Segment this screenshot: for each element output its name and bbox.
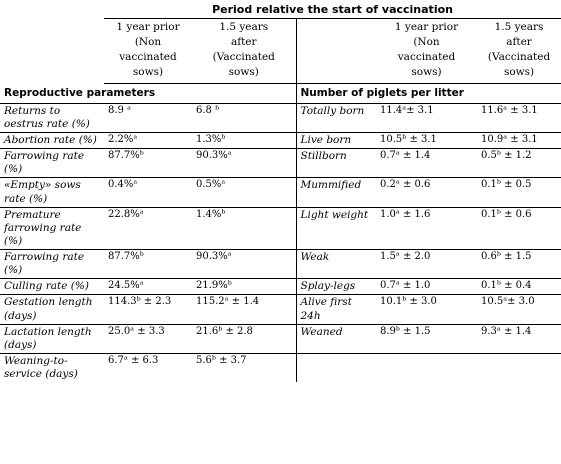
after-value: 0.5ᵇ ± 1.2: [477, 149, 561, 178]
table-row: [0, 133, 561, 149]
right-section-header: Number of piglets per litter: [296, 83, 561, 103]
piglet-parameter-label: Mummified: [296, 178, 376, 207]
prior-value: 87.7%ᵇ: [104, 149, 192, 178]
after-value: 0.5%ᵃ: [192, 178, 296, 207]
prior-value: 114.3ᵇ ± 2.3: [104, 295, 192, 324]
prior-value: 10.5ᵇ ± 3.1: [376, 133, 477, 149]
after-value: 0.1ᵇ ± 0.6: [477, 207, 561, 249]
reproductive-parameter-label: Premature farrowing rate (%): [0, 207, 104, 249]
section-header-row: [0, 83, 561, 103]
table-row: [0, 353, 561, 382]
after-value: [477, 353, 561, 382]
period-prior-line-2: (Non: [134, 35, 162, 48]
prior-value: 1.5ᵃ ± 2.0: [376, 250, 477, 279]
piglet-parameter-label: Stillborn: [296, 149, 376, 178]
table-row: [0, 324, 561, 353]
period-after-line-4: sows): [228, 66, 259, 79]
piglet-parameter-label: [296, 353, 376, 382]
period-prior-header: [104, 18, 192, 83]
table-row: [0, 103, 561, 132]
prior-value: 8.9ᵇ ± 1.5: [376, 324, 477, 353]
prior-value: [376, 353, 477, 382]
period-prior-line-4: sows): [411, 66, 442, 79]
period-after-header-right: [477, 18, 561, 83]
piglet-parameter-label: Alive first 24h: [296, 295, 376, 324]
after-value: 10.9ᵃ ± 3.1: [477, 133, 561, 149]
title-row: [0, 0, 561, 18]
period-after-line-2: after: [506, 35, 532, 48]
prior-value: 8.9 ᵃ: [104, 103, 192, 132]
after-value: 90.3%ᵃ: [192, 149, 296, 178]
left-section-header: Reproductive parameters: [0, 83, 296, 103]
table-row: [0, 207, 561, 249]
reproductive-parameter-label: Abortion rate (%): [0, 133, 104, 149]
period-after-line-1: 1.5 years: [494, 20, 544, 33]
reproductive-parameter-label: Returns to oestrus rate (%): [0, 103, 104, 132]
after-value: 11.6ᵃ ± 3.1: [477, 103, 561, 132]
prior-value: 2.2%ᵃ: [104, 133, 192, 149]
reproductive-parameter-label: Gestation length (days): [0, 295, 104, 324]
period-header-row: [0, 18, 561, 83]
prior-value: 24.5%ᵃ: [104, 279, 192, 295]
prior-value: 10.1ᵇ ± 3.0: [376, 295, 477, 324]
piglet-parameter-label: Totally born: [296, 103, 376, 132]
reproductive-parameter-label: Culling rate (%): [0, 279, 104, 295]
reproductive-parameter-label: Lactation length (days): [0, 324, 104, 353]
period-after-line-4: sows): [503, 66, 535, 79]
after-value: 9.3ᵃ ± 1.4: [477, 324, 561, 353]
after-value: 0.1ᵇ ± 0.5: [477, 178, 561, 207]
after-value: 115.2ᵃ ± 1.4: [192, 295, 296, 324]
prior-value: 87.7%ᵇ: [104, 250, 192, 279]
prior-value: 6.7ᵃ ± 6.3: [108, 354, 159, 366]
period-after-line-1: 1.5 years: [219, 20, 269, 33]
piglet-parameter-label: Weaned: [296, 324, 376, 353]
after-value: 21.9%ᵇ: [192, 279, 296, 295]
period-after-line-3: (Vaccinated: [487, 51, 551, 64]
piglet-parameter-label: Live born: [296, 133, 376, 149]
table-row: [0, 250, 561, 279]
prior-value: 0.7ᵃ ± 1.0: [376, 279, 477, 295]
after-value: 1.4%ᵇ: [192, 207, 296, 249]
table-row: [0, 279, 561, 295]
prior-value: 11.4ᵃ± 3.1: [376, 103, 477, 132]
prior-value: 1.0ᵃ ± 1.6: [376, 207, 477, 249]
period-prior-line-3: vaccinated: [119, 51, 177, 64]
piglet-parameter-label: Splay-legs: [296, 279, 376, 295]
period-prior-line-1: 1 year prior: [394, 20, 459, 33]
after-value: 0.1ᵇ ± 0.4: [477, 279, 561, 295]
after-value: 21.6ᵇ ± 2.8: [192, 324, 296, 353]
table-row: [0, 149, 561, 178]
period-after-line-3: (Vaccinated: [212, 51, 275, 64]
table-title: Period relative the start of vaccination: [104, 0, 561, 18]
prior-value: 25.0ᵃ ± 3.3: [104, 324, 192, 353]
period-prior-line-2: (Non: [413, 35, 440, 48]
period-after-line-2: after: [230, 35, 257, 48]
after-value: 6.8 ᵇ: [192, 103, 296, 132]
table-row: [0, 295, 561, 324]
period-prior-line-4: sows): [132, 66, 164, 79]
reproductive-parameter-label: Farrowing rate (%): [0, 250, 104, 279]
reproductive-parameter-label: «Empty» sows rate (%): [0, 178, 104, 207]
after-value: 1.3%ᵇ: [192, 133, 296, 149]
table-row: [0, 178, 561, 207]
after-value: 90.3%ᵃ: [192, 250, 296, 279]
piglet-parameter-label: Weak: [296, 250, 376, 279]
period-prior-line-1: 1 year prior: [116, 20, 180, 33]
reproductive-parameter-label: Weaning-to-service (days): [4, 354, 78, 380]
period-prior-line-3: vaccinated: [397, 51, 456, 64]
after-value: 10.5ᵃ± 3.0: [477, 295, 561, 324]
prior-value: 22.8%ᵃ: [104, 207, 192, 249]
reproductive-parameter-label: Farrowing rate (%): [0, 149, 104, 178]
after-value: 5.6ᵇ ± 3.7: [192, 353, 296, 382]
period-after-header: [192, 18, 296, 83]
after-value: 0.6ᵇ ± 1.5: [477, 250, 561, 279]
prior-value: 0.2ᵃ ± 0.6: [376, 178, 477, 207]
period-prior-header-right: [376, 18, 477, 83]
prior-value: 0.7ᵃ ± 1.4: [376, 149, 477, 178]
piglet-parameter-label: Light weight: [296, 207, 376, 249]
prior-value: 0.4%ᵃ: [104, 178, 192, 207]
